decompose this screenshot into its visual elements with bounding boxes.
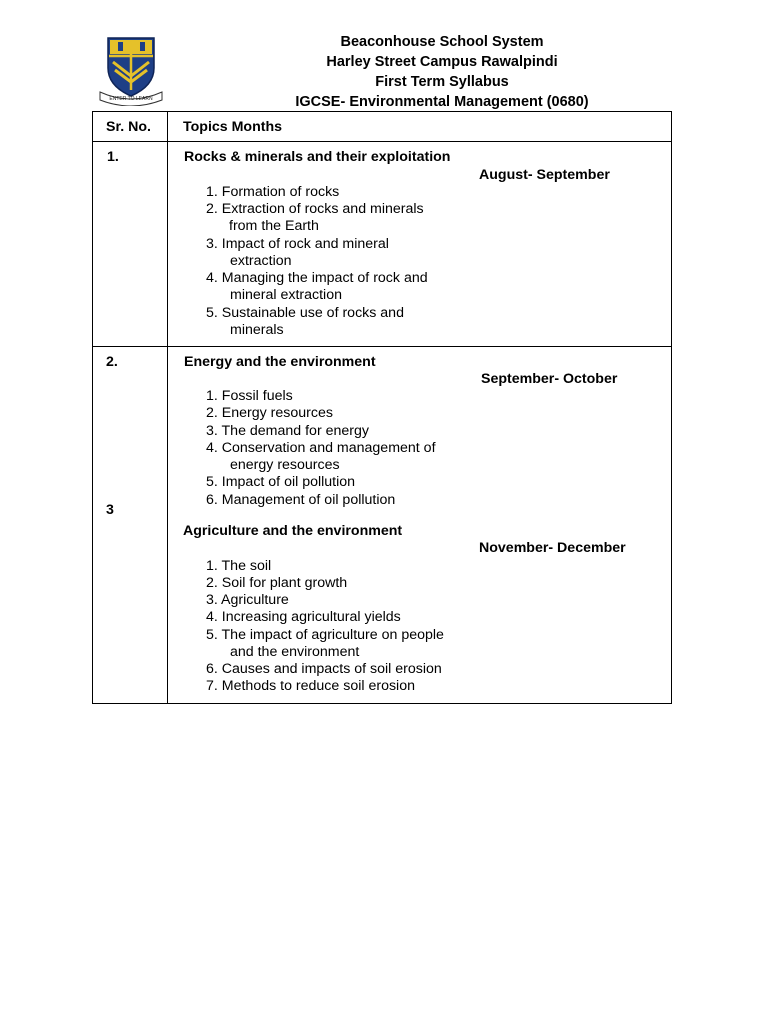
- row-number: 3: [106, 502, 114, 518]
- subject-title: IGCSE- Environmental Management (0680): [295, 94, 589, 110]
- campus-name: Harley Street Campus Rawalpindi: [326, 54, 558, 70]
- list-item: 1. Fossil fuels: [206, 388, 293, 404]
- list-item: and the environment: [230, 644, 360, 660]
- list-item: 3. The demand for energy: [206, 423, 369, 439]
- list-item: 5. Impact of oil pollution: [206, 474, 356, 490]
- list-item: 4. Increasing agricultural yields: [206, 609, 401, 625]
- list-item: 1. Formation of rocks: [206, 184, 340, 200]
- table-border-top: [92, 111, 672, 112]
- list-item: 3. Impact of rock and mineral: [206, 236, 389, 252]
- school-crest-logo: [96, 34, 166, 106]
- topic-title: Energy and the environment: [184, 354, 376, 370]
- topic-title: Agriculture and the environment: [183, 523, 403, 539]
- list-item: minerals: [230, 322, 284, 338]
- term-title: First Term Syllabus: [375, 74, 509, 90]
- list-item: 5. The impact of agriculture on people: [206, 627, 444, 643]
- list-item: 6. Management of oil pollution: [206, 492, 396, 508]
- list-item: 1. The soil: [206, 558, 272, 574]
- list-item: 2. Extraction of rocks and minerals: [206, 201, 424, 217]
- document-header: [250, 32, 634, 112]
- table-header-divider: [92, 141, 672, 142]
- list-item: extraction: [230, 253, 292, 269]
- list-item: 2. Energy resources: [206, 405, 333, 421]
- sr-no-header: Sr. No.: [106, 119, 151, 135]
- list-item: energy resources: [230, 457, 340, 473]
- topics-months-header: Topics Months: [183, 119, 283, 135]
- topic-months: September- October: [481, 371, 618, 387]
- table-border-bottom: [92, 703, 672, 704]
- list-item: 5. Sustainable use of rocks and: [206, 305, 404, 321]
- list-item: 6. Causes and impacts of soil erosion: [206, 661, 442, 677]
- school-name: Beaconhouse School System: [340, 34, 544, 50]
- table-column-divider: [167, 111, 168, 704]
- list-item: 4. Managing the impact of rock and: [206, 270, 428, 286]
- row-number: 1.: [107, 149, 119, 165]
- list-item: 7. Methods to reduce soil erosion: [206, 678, 415, 694]
- list-item: 2. Soil for plant growth: [206, 575, 348, 591]
- logo-motto: ENTER TO LEARN: [109, 96, 153, 102]
- table-border-right: [671, 111, 672, 704]
- table-border-left: [92, 111, 93, 704]
- topic-months: November- December: [479, 540, 626, 556]
- row-number: 2.: [106, 354, 118, 370]
- list-item: 3. Agriculture: [206, 592, 289, 608]
- table-row-divider: [92, 346, 672, 347]
- list-item: mineral extraction: [230, 287, 342, 303]
- list-item: 4. Conservation and management of: [206, 440, 436, 456]
- topic-title: Rocks & minerals and their exploitation: [184, 149, 451, 165]
- list-item: from the Earth: [229, 218, 319, 234]
- topic-months: August- September: [479, 167, 610, 183]
